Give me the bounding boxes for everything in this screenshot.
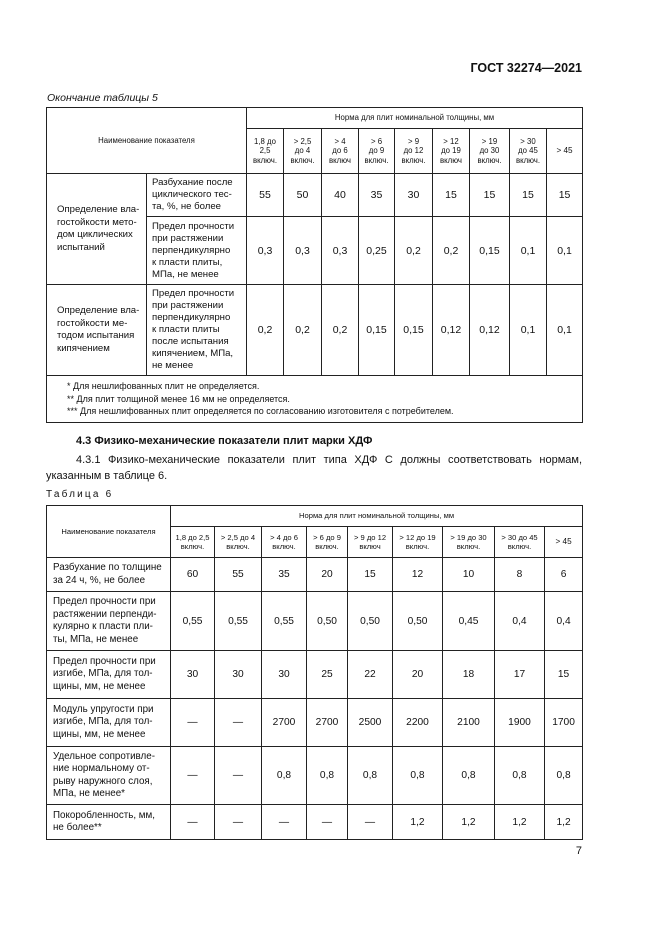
table5-caption: Окончание таблицы 5	[47, 92, 158, 104]
table6-cell: 0,8	[495, 747, 545, 805]
table6-col-header: > 45	[545, 527, 583, 558]
table6-cell: —	[171, 747, 215, 805]
table5-cell: 0,1	[547, 285, 583, 376]
table6-param-name: Разбухание по толщине за 24 ч, %, не более	[47, 558, 171, 592]
table6-cell: 1,2	[393, 805, 443, 840]
table5-col-header: > 12 до 19 включ	[433, 129, 470, 174]
table5-cell: 0,25	[359, 217, 395, 285]
table6-cell: 0,55	[171, 592, 215, 651]
table5-cell: 0,1	[510, 217, 547, 285]
footnote: * Для нешлифованных плит не определяется.	[67, 381, 260, 391]
table5-col-header: > 6 до 9 включ.	[359, 129, 395, 174]
table5-cell: 0,2	[322, 285, 359, 376]
table5-cell: 55	[247, 174, 284, 217]
table5-cell: 0,1	[510, 285, 547, 376]
table6-cell: 55	[215, 558, 262, 592]
table6-col-header: > 12 до 19 включ.	[393, 527, 443, 558]
section-heading: 4.3 Физико-механические показатели плит марки ХДФ	[76, 435, 373, 447]
table6-cell: 12	[393, 558, 443, 592]
table-row	[47, 174, 583, 217]
table5-col-header: 1,8 до 2,5 включ.	[247, 129, 284, 174]
table5-group-name: Определение вла- гостойкости ме- тодом испытания кипячением	[47, 285, 147, 376]
table6-cell: 0,8	[545, 747, 583, 805]
table6-cell: 1,2	[495, 805, 545, 840]
table6-norm-header: Норма для плит номинальной толщины, мм	[171, 506, 583, 527]
table5-col-header: > 2,5 до 4 включ.	[284, 129, 322, 174]
table-6	[46, 505, 583, 840]
table6-cell: 17	[495, 651, 545, 699]
table6-cell: 0,8	[443, 747, 495, 805]
table6-cell: —	[215, 805, 262, 840]
table6-cell: 0,50	[307, 592, 348, 651]
table5-subparam: Предел прочности при растяжении перпендикулярно к пласти плиты после испытания кипячением, МПа, не менее	[147, 285, 247, 376]
table6-param-name: Предел прочности при изгибе, МПа, для тол- щины, мм, не менее	[47, 651, 171, 699]
table6-cell: 60	[171, 558, 215, 592]
table6-cell: 0,4	[545, 592, 583, 651]
table5-cell: 30	[395, 174, 433, 217]
table5-name-header: Наименование показателя	[47, 108, 247, 174]
table6-cell: 30	[262, 651, 307, 699]
table5-col-header: > 30 до 45 включ.	[510, 129, 547, 174]
table6-cell: 2100	[443, 699, 495, 747]
table6-cell: 2700	[262, 699, 307, 747]
table5-cell: 0,2	[395, 217, 433, 285]
table5-cell: 35	[359, 174, 395, 217]
table6-cell: 8	[495, 558, 545, 592]
table5-cell: 0,3	[322, 217, 359, 285]
table6-cell: 35	[262, 558, 307, 592]
table6-cell: 0,50	[393, 592, 443, 651]
table5-footnotes-row	[47, 376, 583, 423]
table6-cell: 1700	[545, 699, 583, 747]
table-row	[47, 558, 583, 592]
table5-subparam: Разбухание после циклического тес- та, %, не более	[147, 174, 247, 217]
table5-col-header: > 4 до 6 включ	[322, 129, 359, 174]
table6-cell: 22	[348, 651, 393, 699]
table6-cell: 0,8	[307, 747, 348, 805]
table6-cell: 10	[443, 558, 495, 592]
table-row	[47, 805, 583, 840]
table6-col-header: > 9 до 12 включ	[348, 527, 393, 558]
table6-cell: 2200	[393, 699, 443, 747]
table6-cell: 15	[545, 651, 583, 699]
table5-cell: 0,2	[433, 217, 470, 285]
table-row	[47, 699, 583, 747]
table6-col-header: > 4 до 6 включ.	[262, 527, 307, 558]
table-row	[47, 651, 583, 699]
table-5	[46, 107, 583, 423]
table6-cell: 1,2	[443, 805, 495, 840]
table6-cell: —	[171, 699, 215, 747]
footnote: *** Для нешлифованных плит определяется по согласованию изготовителя с потребителем.	[67, 406, 454, 416]
table6-cell: —	[171, 805, 215, 840]
table6-cell: 25	[307, 651, 348, 699]
document-code: ГОСТ 32274—2021	[470, 61, 582, 75]
table6-col-header: > 19 до 30 включ.	[443, 527, 495, 558]
table6-cell: 2700	[307, 699, 348, 747]
table6-cell: 0,45	[443, 592, 495, 651]
table5-col-header: > 9 до 12 включ.	[395, 129, 433, 174]
table6-cell: 30	[171, 651, 215, 699]
page-number: 7	[575, 845, 582, 857]
table6-cell: —	[215, 699, 262, 747]
table5-cell: 0,1	[547, 217, 583, 285]
table6-name-header: Наименование показателя	[47, 506, 171, 558]
table-row	[47, 592, 583, 651]
table5-footnotes	[47, 376, 583, 423]
table6-col-header: > 2,5 до 4 включ.	[215, 527, 262, 558]
table6-cell: 20	[393, 651, 443, 699]
table5-cell: 15	[470, 174, 510, 217]
section-paragraph: 4.3.1 Физико-механические показатели плит типа ХДФ С должны соответствовать нормам, указанным в таблице 6.	[46, 454, 582, 482]
table5-cell: 15	[510, 174, 547, 217]
table5-cell: 0,15	[359, 285, 395, 376]
table5-subparam: Предел прочности при растяжении перпендикулярно к пласти плиты, МПа, не менее	[147, 217, 247, 285]
table5-cell: 50	[284, 174, 322, 217]
table6-param-name: Предел прочности при растяжении перпенди- кулярно к пласти пли- ты, МПа, не менее	[47, 592, 171, 651]
table6-cell: —	[307, 805, 348, 840]
table6-cell: 2500	[348, 699, 393, 747]
table6-cell: 1,2	[545, 805, 583, 840]
table5-cell: 0,15	[395, 285, 433, 376]
table6-cell: 18	[443, 651, 495, 699]
table6-cell: 30	[215, 651, 262, 699]
table6-cell: 0,55	[215, 592, 262, 651]
table6-cell: 0,4	[495, 592, 545, 651]
table5-cell: 0,3	[284, 217, 322, 285]
footnote: ** Для плит толщиной менее 16 мм не определяется.	[67, 393, 290, 404]
table5-cell: 15	[547, 174, 583, 217]
table5-group-name: Определение вла- гостойкости мето- дом циклических испытаний	[47, 174, 147, 285]
table6-cell: 1900	[495, 699, 545, 747]
table5-cell: 0,2	[284, 285, 322, 376]
table5-cell: 0,12	[433, 285, 470, 376]
table6-cell: 15	[348, 558, 393, 592]
table6-cell: 0,55	[262, 592, 307, 651]
table5-norm-header: Норма для плит номинальной толщины, мм	[247, 108, 583, 129]
table6-col-header: 1,8 до 2,5 включ.	[171, 527, 215, 558]
table6-cell: —	[348, 805, 393, 840]
table6-cell: 0,8	[348, 747, 393, 805]
table6-cell: —	[215, 747, 262, 805]
table6-col-header: > 6 до 9 включ.	[307, 527, 348, 558]
table6-param-name: Удельное сопротивле- ние нормальному от- рыву наружного слоя, МПа, не менее*	[47, 747, 171, 805]
table6-param-name: Покоробленность, мм, не более**	[47, 805, 171, 840]
table5-col-header: > 19 до 30 включ.	[470, 129, 510, 174]
table6-cell: 0,50	[348, 592, 393, 651]
table-row	[47, 285, 583, 376]
table5-cell: 15	[433, 174, 470, 217]
table6-param-name: Модуль упругости при изгибе, МПа, для тол- щины, мм, не менее	[47, 699, 171, 747]
table6-cell: 0,8	[262, 747, 307, 805]
table5-cell: 0,15	[470, 217, 510, 285]
table6-col-header: > 30 до 45 включ.	[495, 527, 545, 558]
table6-cell: 20	[307, 558, 348, 592]
table6-cell: —	[262, 805, 307, 840]
table5-cell: 40	[322, 174, 359, 217]
table5-cell: 0,12	[470, 285, 510, 376]
table5-col-header: > 45	[547, 129, 583, 174]
table6-cell: 6	[545, 558, 583, 592]
table-row	[47, 747, 583, 805]
table5-cell: 0,2	[247, 285, 284, 376]
table5-cell: 0,3	[247, 217, 284, 285]
table6-cell: 0,8	[393, 747, 443, 805]
table6-caption: Таблица 6	[46, 489, 114, 500]
